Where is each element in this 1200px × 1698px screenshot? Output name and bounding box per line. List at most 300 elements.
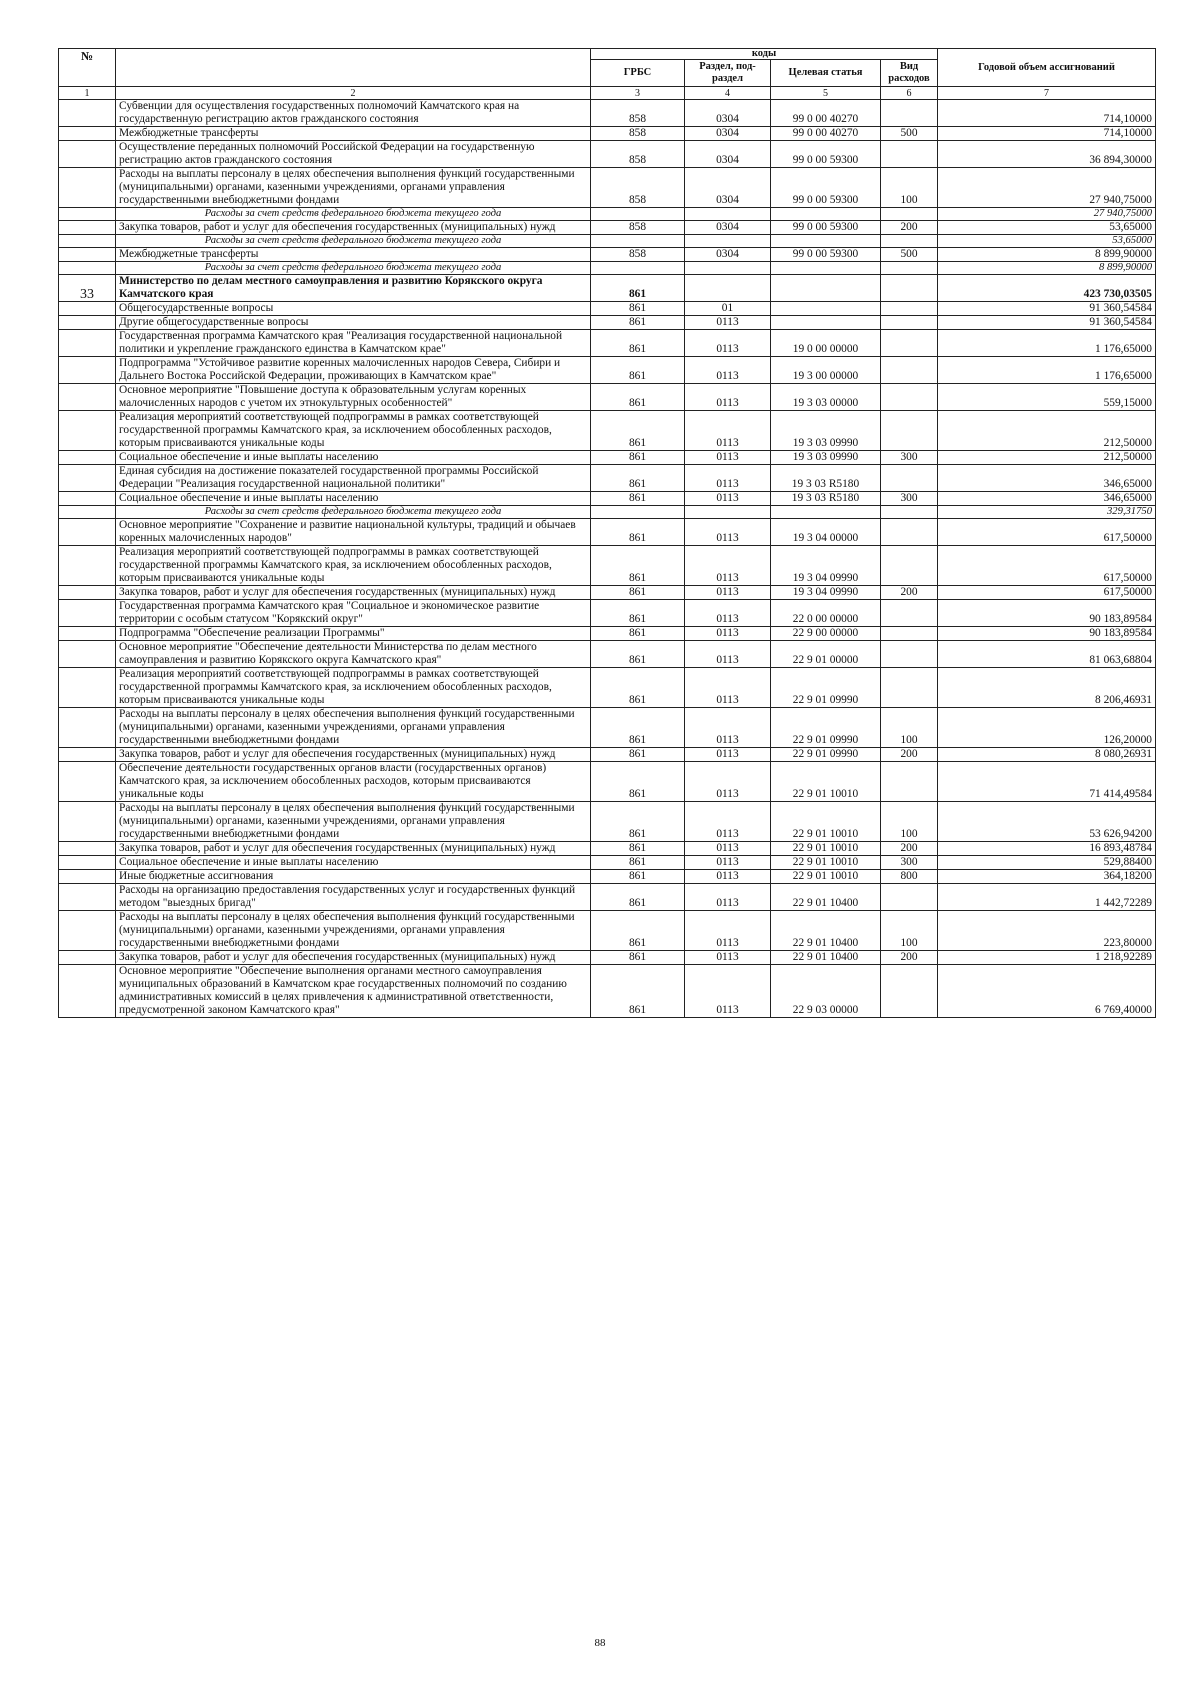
table-row	[59, 708, 1156, 748]
expense-name-cell: Министерство по делам местного самоуправления и развитию Корякского округа Камчатского края	[116, 275, 591, 302]
row-number-cell	[59, 748, 116, 762]
expense-name-cell: Государственная программа Камчатского края "Социальное и экономическое развитие территории с особым статусом "Корякский округ"	[116, 600, 591, 627]
grbs-cell: 861	[591, 762, 685, 802]
grbs-cell: 858	[591, 100, 685, 127]
grbs-cell: 861	[591, 748, 685, 762]
table-row	[59, 870, 1156, 884]
amount-cell: 53 626,94200	[938, 802, 1156, 842]
column-number: 7	[938, 87, 1156, 100]
table-row	[59, 519, 1156, 546]
amount-cell: 71 414,49584	[938, 762, 1156, 802]
row-number-cell: 33	[59, 275, 116, 302]
amount-cell: 329,31750	[938, 506, 1156, 519]
row-number-cell	[59, 465, 116, 492]
amount-cell: 212,50000	[938, 451, 1156, 465]
row-number-cell	[59, 802, 116, 842]
expense-type-cell	[881, 600, 938, 627]
target-article-cell: 99 0 00 40270	[771, 100, 881, 127]
expense-type-cell: 300	[881, 856, 938, 870]
table-row	[59, 316, 1156, 330]
grbs-cell: 861	[591, 316, 685, 330]
row-number-cell	[59, 141, 116, 168]
razdel-cell: 0113	[685, 411, 771, 451]
column-number: 2	[116, 87, 591, 100]
target-article-cell: 19 3 03 R5180	[771, 465, 881, 492]
expense-type-cell: 200	[881, 842, 938, 856]
razdel-cell: 0113	[685, 451, 771, 465]
grbs-cell: 861	[591, 330, 685, 357]
row-number-cell	[59, 856, 116, 870]
table-row	[59, 668, 1156, 708]
expense-name-cell: Другие общегосударственные вопросы	[116, 316, 591, 330]
expense-type-cell	[881, 262, 938, 275]
expense-type-cell: 100	[881, 802, 938, 842]
expense-name-cell: Иные бюджетные ассигнования	[116, 870, 591, 884]
expense-type-cell: 100	[881, 168, 938, 208]
header-vid: Вид расходов	[881, 60, 938, 87]
expense-name-cell: Расходы за счет средств федерального бюджета текущего года	[116, 208, 591, 221]
table-row	[59, 302, 1156, 316]
expense-type-cell	[881, 411, 938, 451]
razdel-cell: 0113	[685, 748, 771, 762]
expense-name-cell: Расходы на выплаты персоналу в целях обеспечения выполнения функций государственными (муниципальными) органами, казенными учреждениями, органами управления государственными внебюджетными фондами	[116, 802, 591, 842]
razdel-cell: 0304	[685, 141, 771, 168]
target-article-cell: 22 9 01 10010	[771, 842, 881, 856]
expense-type-cell	[881, 965, 938, 1018]
razdel-cell	[685, 235, 771, 248]
row-number-cell	[59, 627, 116, 641]
grbs-cell: 861	[591, 911, 685, 951]
target-article-cell: 99 0 00 59300	[771, 248, 881, 262]
row-number-cell	[59, 221, 116, 235]
amount-cell: 91 360,54584	[938, 316, 1156, 330]
razdel-cell: 0113	[685, 870, 771, 884]
expense-type-cell: 500	[881, 127, 938, 141]
razdel-cell: 0113	[685, 641, 771, 668]
table-row	[59, 748, 1156, 762]
expense-type-cell	[881, 465, 938, 492]
razdel-cell: 01	[685, 302, 771, 316]
row-number-cell	[59, 506, 116, 519]
table-row	[59, 248, 1156, 262]
razdel-cell: 0113	[685, 627, 771, 641]
amount-cell: 81 063,68804	[938, 641, 1156, 668]
razdel-cell	[685, 208, 771, 221]
table-row	[59, 762, 1156, 802]
federal-budget-subrow	[59, 262, 1156, 275]
column-number: 6	[881, 87, 938, 100]
grbs-cell: 858	[591, 127, 685, 141]
row-number-cell	[59, 519, 116, 546]
row-number-cell	[59, 330, 116, 357]
expense-type-cell	[881, 208, 938, 221]
razdel-cell: 0304	[685, 100, 771, 127]
row-number-cell	[59, 411, 116, 451]
expense-type-cell	[881, 884, 938, 911]
razdel-cell	[685, 262, 771, 275]
row-number-cell	[59, 262, 116, 275]
table-row	[59, 127, 1156, 141]
grbs-cell: 861	[591, 951, 685, 965]
expense-name-cell: Социальное обеспечение и иные выплаты населению	[116, 492, 591, 506]
expense-name-cell: Закупка товаров, работ и услуг для обеспечения государственных (муниципальных) нужд	[116, 951, 591, 965]
amount-cell: 53,65000	[938, 235, 1156, 248]
row-number-cell	[59, 100, 116, 127]
expense-name-cell: Межбюджетные трансферты	[116, 127, 591, 141]
razdel-cell: 0304	[685, 168, 771, 208]
grbs-cell: 861	[591, 668, 685, 708]
table-row	[59, 586, 1156, 600]
amount-cell: 27 940,75000	[938, 168, 1156, 208]
expense-type-cell	[881, 641, 938, 668]
expense-type-cell	[881, 275, 938, 302]
federal-budget-subrow	[59, 506, 1156, 519]
target-article-cell: 22 9 01 10010	[771, 856, 881, 870]
expense-name-cell: Единая субсидия на достижение показателей государственной программы Российской Федерации "Реализация государственной национальной политики"	[116, 465, 591, 492]
column-number: 5	[771, 87, 881, 100]
expense-name-cell: Основное мероприятие "Повышение доступа к образовательным услугам коренных малочисленных народов с учетом их этнокультурных особенностей"	[116, 384, 591, 411]
row-number-cell	[59, 451, 116, 465]
expense-type-cell: 300	[881, 451, 938, 465]
amount-cell: 364,18200	[938, 870, 1156, 884]
target-article-cell: 19 3 03 09990	[771, 451, 881, 465]
amount-cell: 91 360,54584	[938, 302, 1156, 316]
target-article-cell: 99 0 00 59300	[771, 168, 881, 208]
expense-type-cell	[881, 357, 938, 384]
target-article-cell: 19 3 03 00000	[771, 384, 881, 411]
razdel-cell: 0113	[685, 668, 771, 708]
razdel-cell: 0113	[685, 384, 771, 411]
table-row	[59, 168, 1156, 208]
target-article-cell: 22 9 01 10010	[771, 870, 881, 884]
target-article-cell: 22 9 01 10400	[771, 884, 881, 911]
header-razdel: Раздел, под-раздел	[685, 60, 771, 87]
table-row	[59, 100, 1156, 127]
grbs-cell: 861	[591, 856, 685, 870]
header-target: Целевая статья	[771, 60, 881, 87]
row-number-cell	[59, 357, 116, 384]
target-article-cell: 22 9 01 09990	[771, 748, 881, 762]
razdel-cell: 0113	[685, 600, 771, 627]
row-number-cell	[59, 208, 116, 221]
target-article-cell	[771, 235, 881, 248]
row-number-cell	[59, 842, 116, 856]
table-row	[59, 641, 1156, 668]
expense-name-cell: Расходы за счет средств федерального бюджета текущего года	[116, 506, 591, 519]
target-article-cell	[771, 316, 881, 330]
amount-cell: 617,50000	[938, 546, 1156, 586]
amount-cell: 346,65000	[938, 492, 1156, 506]
expense-type-cell: 100	[881, 708, 938, 748]
grbs-cell: 861	[591, 451, 685, 465]
table-row	[59, 965, 1156, 1018]
razdel-cell	[685, 506, 771, 519]
expense-type-cell	[881, 506, 938, 519]
expense-name-cell: Расходы на организацию предоставления государственных услуг и государственных функций методом "выездных бригад"	[116, 884, 591, 911]
expense-type-cell	[881, 235, 938, 248]
amount-cell: 212,50000	[938, 411, 1156, 451]
expense-name-cell: Обеспечение деятельности государственных органов власти (государственных органов) Камчатского края, за исключением обособленных расходов, которым присваиваются уникальные коды	[116, 762, 591, 802]
grbs-cell: 861	[591, 384, 685, 411]
table-row	[59, 492, 1156, 506]
grbs-cell: 861	[591, 600, 685, 627]
grbs-cell: 861	[591, 884, 685, 911]
federal-budget-subrow	[59, 235, 1156, 248]
row-number-cell	[59, 600, 116, 627]
amount-cell: 529,88400	[938, 856, 1156, 870]
expense-name-cell: Реализация мероприятий соответствующей подпрограммы в рамках соответствующей государственной программы Камчатского края, за исключением обособленных расходов, которым присваиваются уникальные коды	[116, 546, 591, 586]
target-article-cell	[771, 208, 881, 221]
grbs-cell: 861	[591, 275, 685, 302]
expense-type-cell: 200	[881, 221, 938, 235]
expense-type-cell	[881, 302, 938, 316]
expense-type-cell	[881, 330, 938, 357]
amount-cell: 346,65000	[938, 465, 1156, 492]
expense-type-cell	[881, 141, 938, 168]
table-row	[59, 951, 1156, 965]
row-number-cell	[59, 586, 116, 600]
target-article-cell	[771, 302, 881, 316]
row-number-cell	[59, 302, 116, 316]
razdel-cell: 0113	[685, 357, 771, 384]
grbs-cell: 858	[591, 168, 685, 208]
header-amount: Годовой объем ассигнований	[938, 49, 1156, 87]
target-article-cell: 22 9 00 00000	[771, 627, 881, 641]
target-article-cell: 22 9 01 09990	[771, 708, 881, 748]
razdel-cell: 0113	[685, 316, 771, 330]
grbs-cell: 858	[591, 248, 685, 262]
table-row	[59, 802, 1156, 842]
grbs-cell: 861	[591, 519, 685, 546]
expense-name-cell: Расходы за счет средств федерального бюджета текущего года	[116, 235, 591, 248]
row-number-cell	[59, 668, 116, 708]
expense-type-cell: 800	[881, 870, 938, 884]
amount-cell: 1 176,65000	[938, 330, 1156, 357]
expense-name-cell: Реализация мероприятий соответствующей подпрограммы в рамках соответствующей государственной программы Камчатского края, за исключением обособленных расходов, которым присваиваются уникальные коды	[116, 668, 591, 708]
amount-cell: 126,20000	[938, 708, 1156, 748]
target-article-cell	[771, 275, 881, 302]
expense-name-cell: Расходы на выплаты персоналу в целях обеспечения выполнения функций государственными (муниципальными) органами, казенными учреждениями, органами управления государственными внебюджетными фондами	[116, 168, 591, 208]
amount-cell: 8 899,90000	[938, 262, 1156, 275]
razdel-cell: 0304	[685, 221, 771, 235]
razdel-cell: 0113	[685, 842, 771, 856]
target-article-cell: 22 9 01 00000	[771, 641, 881, 668]
target-article-cell: 22 9 01 10010	[771, 762, 881, 802]
expense-name-cell: Подпрограмма "Устойчивое развитие коренных малочисленных народов Севера, Сибири и Дальнего Востока Российской Федерации, проживающих в Камчатском крае"	[116, 357, 591, 384]
expense-type-cell: 200	[881, 748, 938, 762]
grbs-cell: 861	[591, 641, 685, 668]
table-row	[59, 275, 1156, 302]
razdel-cell: 0113	[685, 762, 771, 802]
grbs-cell: 858	[591, 221, 685, 235]
row-number-cell	[59, 546, 116, 586]
header-number: №	[59, 49, 116, 87]
row-number-cell	[59, 884, 116, 911]
target-article-cell	[771, 506, 881, 519]
amount-cell: 16 893,48784	[938, 842, 1156, 856]
expense-name-cell: Субвенции для осуществления государственных полномочий Камчатского края на государственную регистрацию актов гражданского состояния	[116, 100, 591, 127]
header-codes: коды	[591, 49, 938, 60]
amount-cell: 559,15000	[938, 384, 1156, 411]
target-article-cell: 22 9 01 10400	[771, 911, 881, 951]
expense-type-cell: 500	[881, 248, 938, 262]
amount-cell: 36 894,30000	[938, 141, 1156, 168]
table-body	[59, 100, 1156, 1018]
expense-type-cell	[881, 762, 938, 802]
table-row	[59, 357, 1156, 384]
razdel-cell: 0113	[685, 492, 771, 506]
row-number-cell	[59, 708, 116, 748]
table-row	[59, 884, 1156, 911]
table-row	[59, 411, 1156, 451]
razdel-cell: 0113	[685, 884, 771, 911]
amount-cell: 8 206,46931	[938, 668, 1156, 708]
amount-cell: 223,80000	[938, 911, 1156, 951]
target-article-cell: 19 3 03 09990	[771, 411, 881, 451]
budget-table	[58, 48, 1156, 1018]
grbs-cell: 861	[591, 586, 685, 600]
target-article-cell	[771, 262, 881, 275]
row-number-cell	[59, 127, 116, 141]
expense-type-cell	[881, 546, 938, 586]
amount-cell: 27 940,75000	[938, 208, 1156, 221]
expense-type-cell: 300	[881, 492, 938, 506]
razdel-cell: 0304	[685, 248, 771, 262]
amount-cell: 6 769,40000	[938, 965, 1156, 1018]
table-row	[59, 465, 1156, 492]
amount-cell: 423 730,03505	[938, 275, 1156, 302]
expense-name-cell: Подпрограмма "Обеспечение реализации Программы"	[116, 627, 591, 641]
razdel-cell: 0304	[685, 127, 771, 141]
amount-cell: 714,10000	[938, 127, 1156, 141]
razdel-cell: 0113	[685, 465, 771, 492]
target-article-cell: 19 3 00 00000	[771, 357, 881, 384]
target-article-cell: 22 9 01 09990	[771, 668, 881, 708]
target-article-cell: 19 3 04 00000	[771, 519, 881, 546]
target-article-cell: 22 9 03 00000	[771, 965, 881, 1018]
row-number-cell	[59, 951, 116, 965]
budget-sheet	[58, 48, 1155, 1018]
razdel-cell: 0113	[685, 965, 771, 1018]
amount-cell: 1 442,72289	[938, 884, 1156, 911]
header-grbs: ГРБС	[591, 60, 685, 87]
amount-cell: 53,65000	[938, 221, 1156, 235]
razdel-cell: 0113	[685, 951, 771, 965]
razdel-cell	[685, 275, 771, 302]
target-article-cell: 22 0 00 00000	[771, 600, 881, 627]
expense-name-cell: Социальное обеспечение и иные выплаты населению	[116, 856, 591, 870]
grbs-cell: 861	[591, 492, 685, 506]
row-number-cell	[59, 235, 116, 248]
amount-cell: 90 183,89584	[938, 600, 1156, 627]
expense-type-cell	[881, 519, 938, 546]
grbs-cell: 861	[591, 965, 685, 1018]
row-number-cell	[59, 911, 116, 951]
razdel-cell: 0113	[685, 802, 771, 842]
expense-name-cell: Расходы на выплаты персоналу в целях обеспечения выполнения функций государственными (муниципальными) органами, казенными учреждениями, органами управления государственными внебюджетными фондами	[116, 708, 591, 748]
expense-name-cell: Закупка товаров, работ и услуг для обеспечения государственных (муниципальных) нужд	[116, 748, 591, 762]
table-row	[59, 911, 1156, 951]
row-number-cell	[59, 965, 116, 1018]
expense-name-cell: Основное мероприятие "Обеспечение выполнения органами местного самоуправления муниципальных образований в Камчатском крае государственных полномочий по созданию административных комиссий в целях привлечения к административной ответственности, предусмотренной законом Камчатского края"	[116, 965, 591, 1018]
row-number-cell	[59, 870, 116, 884]
grbs-cell	[591, 208, 685, 221]
target-article-cell: 22 9 01 10010	[771, 802, 881, 842]
razdel-cell: 0113	[685, 856, 771, 870]
target-article-cell: 99 0 00 59300	[771, 141, 881, 168]
grbs-cell: 861	[591, 708, 685, 748]
row-number-cell	[59, 316, 116, 330]
table-row	[59, 451, 1156, 465]
grbs-cell: 861	[591, 302, 685, 316]
amount-cell: 714,10000	[938, 100, 1156, 127]
expense-name-cell: Межбюджетные трансферты	[116, 248, 591, 262]
expense-type-cell	[881, 316, 938, 330]
header-name	[116, 49, 591, 87]
row-number-cell	[59, 641, 116, 668]
row-number-cell	[59, 762, 116, 802]
table-row	[59, 856, 1156, 870]
target-article-cell: 19 3 03 R5180	[771, 492, 881, 506]
expense-type-cell: 200	[881, 951, 938, 965]
expense-name-cell: Государственная программа Камчатского края "Реализация государственной национальной политики и укрепление гражданского единства в Камчатском крае"	[116, 330, 591, 357]
amount-cell: 1 218,92289	[938, 951, 1156, 965]
table-row	[59, 546, 1156, 586]
grbs-cell: 861	[591, 357, 685, 384]
expense-name-cell: Закупка товаров, работ и услуг для обеспечения государственных (муниципальных) нужд	[116, 842, 591, 856]
row-number-cell	[59, 492, 116, 506]
grbs-cell: 861	[591, 546, 685, 586]
razdel-cell: 0113	[685, 911, 771, 951]
grbs-cell: 861	[591, 870, 685, 884]
header-row-1	[59, 49, 1156, 60]
grbs-cell: 858	[591, 141, 685, 168]
expense-name-cell: Реализация мероприятий соответствующей подпрограммы в рамках соответствующей государственной программы Камчатского края, за исключением обособленных расходов, которым присваиваются уникальные коды	[116, 411, 591, 451]
page-number: 88	[594, 1637, 606, 1649]
column-number: 1	[59, 87, 116, 100]
column-number: 4	[685, 87, 771, 100]
target-article-cell: 99 0 00 59300	[771, 221, 881, 235]
target-article-cell: 19 0 00 00000	[771, 330, 881, 357]
grbs-cell	[591, 262, 685, 275]
grbs-cell	[591, 506, 685, 519]
target-article-cell: 19 3 04 09990	[771, 546, 881, 586]
target-article-cell: 99 0 00 40270	[771, 127, 881, 141]
federal-budget-subrow	[59, 208, 1156, 221]
expense-type-cell	[881, 668, 938, 708]
row-number-cell	[59, 168, 116, 208]
expense-type-cell	[881, 384, 938, 411]
row-number-cell	[59, 248, 116, 262]
expense-name-cell: Расходы за счет средств федерального бюджета текущего года	[116, 262, 591, 275]
table-row	[59, 600, 1156, 627]
expense-name-cell: Общегосударственные вопросы	[116, 302, 591, 316]
expense-name-cell: Закупка товаров, работ и услуг для обеспечения государственных (муниципальных) нужд	[116, 221, 591, 235]
razdel-cell: 0113	[685, 708, 771, 748]
grbs-cell: 861	[591, 842, 685, 856]
grbs-cell: 861	[591, 411, 685, 451]
grbs-cell	[591, 235, 685, 248]
expense-name-cell: Социальное обеспечение и иные выплаты населению	[116, 451, 591, 465]
row-number-cell	[59, 384, 116, 411]
table-row	[59, 330, 1156, 357]
table-row	[59, 842, 1156, 856]
expense-name-cell: Осуществление переданных полномочий Российской Федерации на государственную регистрацию актов гражданского состояния	[116, 141, 591, 168]
amount-cell: 8 080,26931	[938, 748, 1156, 762]
table-row	[59, 627, 1156, 641]
column-number-row	[59, 87, 1156, 100]
expense-type-cell: 100	[881, 911, 938, 951]
